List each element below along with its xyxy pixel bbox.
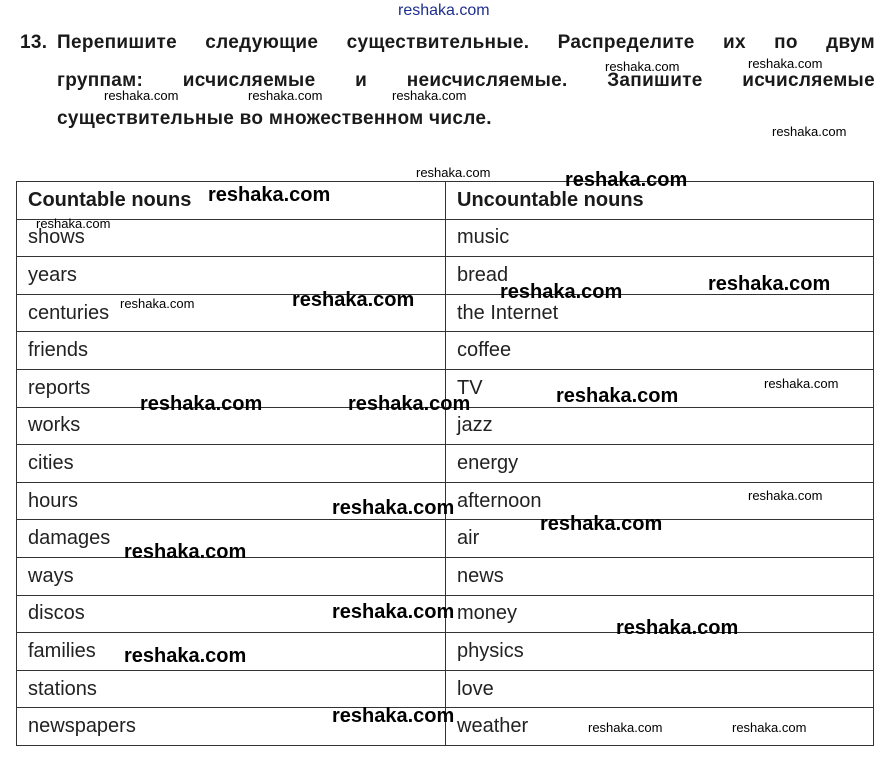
uncountable-cell: TV (446, 369, 874, 407)
watermark-text: reshaka.com (292, 289, 415, 311)
task-word: Запишите (607, 70, 703, 91)
watermark-text: reshaka.com (500, 281, 623, 303)
countable-cell: works (17, 407, 446, 445)
watermark-text: reshaka.com (556, 385, 679, 407)
uncountable-cell: news (446, 557, 874, 595)
table-header-row (17, 182, 874, 220)
task-word: по (774, 32, 798, 53)
countable-cell: centuries (17, 294, 446, 332)
task-word: двум (826, 32, 875, 53)
watermark-text: reshaka.com (248, 88, 323, 103)
task-word: исчисляемые (742, 70, 875, 91)
task-line-3: существительные во множественном числе. (57, 108, 492, 129)
countable-cell: stations (17, 670, 446, 708)
countable-cell: hours (17, 482, 446, 520)
watermark-text: reshaka.com (104, 88, 179, 103)
watermark-text: reshaka.com (36, 216, 111, 231)
task-line-1 (57, 32, 875, 54)
watermark-text: reshaka.com (605, 59, 680, 74)
task-word: и (355, 70, 368, 91)
uncountable-cell: air (446, 520, 874, 558)
uncountable-cell: the Internet (446, 294, 874, 332)
countable-header: Countable nouns (17, 182, 446, 220)
table-row (17, 332, 874, 370)
uncountable-cell: afternoon (446, 482, 874, 520)
watermark-text: reshaka.com (565, 169, 688, 191)
watermark-text: reshaka.com (140, 393, 263, 415)
watermark-text: reshaka.com (332, 497, 455, 519)
watermark-text: reshaka.com (348, 393, 471, 415)
uncountable-cell: money (446, 595, 874, 633)
task-word: существительные. (346, 32, 530, 53)
watermark-text: reshaka.com (416, 165, 491, 180)
watermark-text: reshaka.com (748, 56, 823, 71)
uncountable-cell: weather (446, 708, 874, 746)
task-word: следующие (205, 32, 319, 53)
task-word: неисчисляемые. (406, 70, 568, 91)
uncountable-header: Uncountable nouns (446, 182, 874, 220)
countable-cell: ways (17, 557, 446, 595)
watermark-text: reshaka.com (332, 601, 455, 623)
table-row (17, 670, 874, 708)
task-word: исчисляемые (182, 70, 316, 91)
watermark-text: reshaka.com (588, 720, 663, 735)
uncountable-cell: physics (446, 633, 874, 671)
countable-cell: friends (17, 332, 446, 370)
table-row (17, 445, 874, 483)
watermark-text: reshaka.com (772, 124, 847, 139)
uncountable-cell: music (446, 219, 874, 257)
task-word: Перепишите (57, 32, 177, 53)
task-word: группам: (57, 70, 144, 91)
countable-cell: years (17, 257, 446, 295)
watermark-text: reshaka.com (732, 720, 807, 735)
task-word: Распределите (557, 32, 695, 53)
uncountable-cell: jazz (446, 407, 874, 445)
countable-cell: families (17, 633, 446, 671)
watermark-text: reshaka.com (398, 2, 490, 19)
uncountable-cell: love (446, 670, 874, 708)
watermark-text: reshaka.com (124, 541, 247, 563)
countable-cell: cities (17, 445, 446, 483)
uncountable-cell: coffee (446, 332, 874, 370)
watermark-text: reshaka.com (748, 488, 823, 503)
watermark-text: reshaka.com (208, 184, 331, 206)
uncountable-cell: bread (446, 257, 874, 295)
watermark-text: reshaka.com (392, 88, 467, 103)
watermark-text: reshaka.com (764, 376, 839, 391)
task-word: их (722, 32, 746, 53)
watermark-text: reshaka.com (708, 273, 831, 295)
watermark-text: reshaka.com (540, 513, 663, 535)
countable-cell: damages (17, 520, 446, 558)
watermark-text: reshaka.com (124, 645, 247, 667)
watermark-text: reshaka.com (120, 296, 195, 311)
uncountable-cell: energy (446, 445, 874, 483)
countable-cell: shows (17, 219, 446, 257)
table-row (17, 557, 874, 595)
table-row (17, 219, 874, 257)
countable-cell: discos (17, 595, 446, 633)
task-number: 13. (20, 32, 48, 53)
countable-cell: reports (17, 369, 446, 407)
countable-cell: newspapers (17, 708, 446, 746)
watermark-text: reshaka.com (616, 617, 739, 639)
watermark-text: reshaka.com (332, 705, 455, 727)
